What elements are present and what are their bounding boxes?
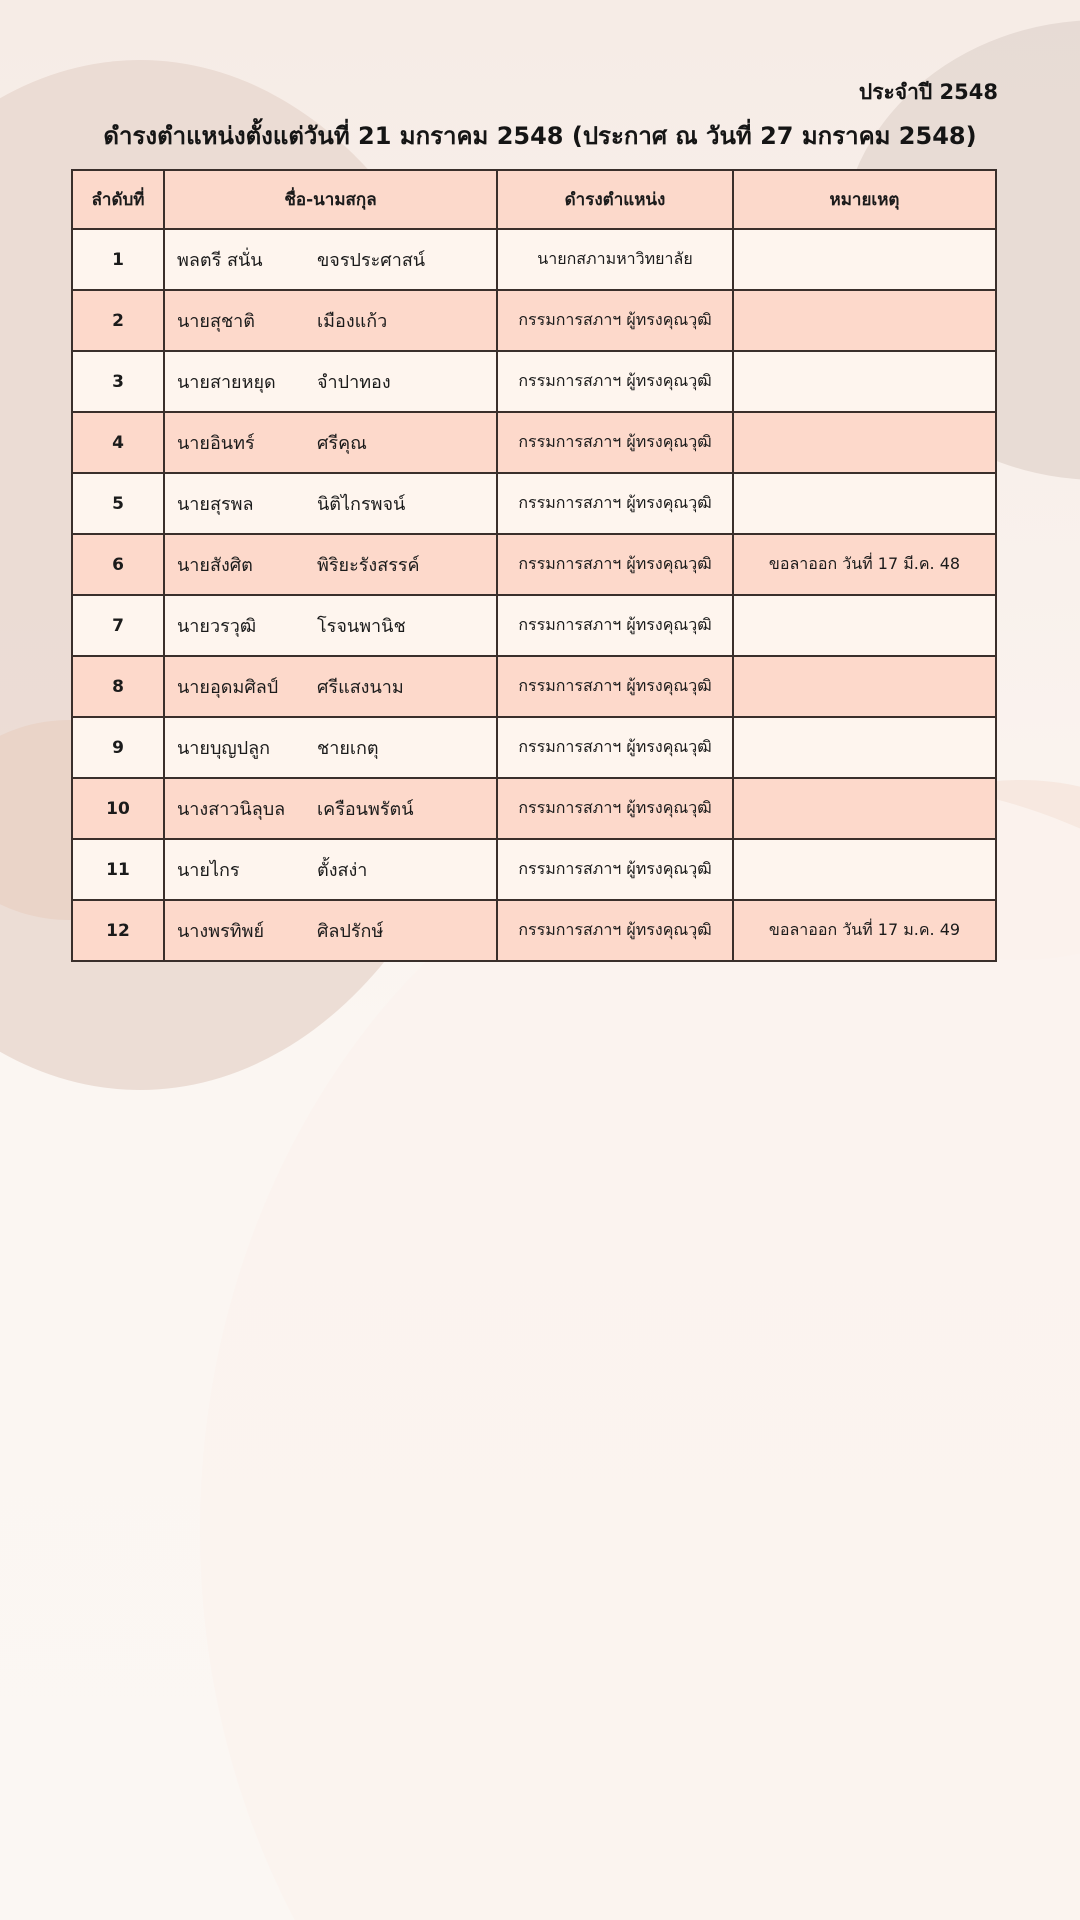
member-note	[733, 778, 996, 839]
member-position: กรรมการสภาฯ ผู้ทรงคุณวุฒิ	[497, 900, 733, 961]
row-number: 8	[72, 656, 164, 717]
member-last-name: ขจรประศาสน์	[317, 250, 426, 271]
member-position: กรรมการสภาฯ ผู้ทรงคุณวุฒิ	[497, 839, 733, 900]
row-number: 10	[72, 778, 164, 839]
member-note	[733, 290, 996, 351]
member-note	[733, 229, 996, 290]
column-header-note: หมายเหตุ	[733, 170, 996, 229]
row-number: 1	[72, 229, 164, 290]
member-name-cell	[164, 839, 497, 900]
row-number: 12	[72, 900, 164, 961]
column-header-name: ชื่อ-นามสกุล	[164, 170, 497, 229]
member-last-name: จำปาทอง	[317, 372, 391, 393]
member-name-cell	[164, 290, 497, 351]
member-first-name: นายอินทร์	[177, 433, 255, 454]
member-name-cell	[164, 717, 497, 778]
row-number: 2	[72, 290, 164, 351]
member-position: กรรมการสภาฯ ผู้ทรงคุณวุฒิ	[497, 290, 733, 351]
row-number: 5	[72, 473, 164, 534]
board-members-table	[71, 169, 997, 962]
member-first-name: พลตรี สนั่น	[177, 250, 263, 271]
member-last-name: ศรีแสงนาม	[317, 677, 404, 698]
member-last-name: นิติไกรพจน์	[317, 494, 406, 515]
table-row	[72, 717, 996, 778]
member-note	[733, 351, 996, 412]
member-last-name: ศิลปรักษ์	[317, 921, 384, 942]
table-row	[72, 290, 996, 351]
table-row	[72, 839, 996, 900]
member-note	[733, 656, 996, 717]
member-first-name: นายอุดมศิลป์	[177, 677, 279, 698]
table-header-row	[72, 170, 996, 229]
member-name-cell	[164, 595, 497, 656]
member-name-cell	[164, 656, 497, 717]
table-body	[72, 229, 996, 961]
column-header-number: ลำดับที่	[72, 170, 164, 229]
row-number: 4	[72, 412, 164, 473]
member-position: กรรมการสภาฯ ผู้ทรงคุณวุฒิ	[497, 351, 733, 412]
member-position: กรรมการสภาฯ ผู้ทรงคุณวุฒิ	[497, 595, 733, 656]
member-last-name: ศรีคุณ	[317, 433, 367, 454]
table-row	[72, 595, 996, 656]
table-row	[72, 412, 996, 473]
member-note	[733, 595, 996, 656]
member-last-name: เครือนพรัตน์	[317, 799, 414, 820]
member-position: กรรมการสภาฯ ผู้ทรงคุณวุฒิ	[497, 717, 733, 778]
member-note	[733, 839, 996, 900]
table-row	[72, 351, 996, 412]
member-first-name: นายบุญปลูก	[177, 738, 271, 759]
member-note	[733, 473, 996, 534]
member-first-name: นายไกร	[177, 860, 240, 881]
row-number: 9	[72, 717, 164, 778]
page-title: ดำรงตำแหน่งตั้งแต่วันที่ 21 มกราคม 2548 (ประกาศ ณ วันที่ 27 มกราคม 2548)	[103, 122, 977, 150]
member-position: กรรมการสภาฯ ผู้ทรงคุณวุฒิ	[497, 534, 733, 595]
column-header-position: ดำรงตำแหน่ง	[497, 170, 733, 229]
member-last-name: โรจนพานิช	[317, 616, 406, 637]
year-label: ประจำปี 2548	[858, 80, 998, 104]
member-name-cell	[164, 778, 497, 839]
row-number: 6	[72, 534, 164, 595]
member-position: กรรมการสภาฯ ผู้ทรงคุณวุฒิ	[497, 656, 733, 717]
table-row	[72, 229, 996, 290]
member-first-name: นายสุชาติ	[177, 311, 255, 332]
member-last-name: พิริยะรังสรรค์	[317, 555, 420, 576]
member-name-cell	[164, 900, 497, 961]
table-row	[72, 656, 996, 717]
member-note: ขอลาออก วันที่ 17 มี.ค. 48	[733, 534, 996, 595]
member-position: นายกสภามหาวิทยาลัย	[497, 229, 733, 290]
member-position: กรรมการสภาฯ ผู้ทรงคุณวุฒิ	[497, 412, 733, 473]
member-position: กรรมการสภาฯ ผู้ทรงคุณวุฒิ	[497, 778, 733, 839]
member-name-cell	[164, 534, 497, 595]
member-name-cell	[164, 229, 497, 290]
row-number: 3	[72, 351, 164, 412]
member-last-name: ชายเกตุ	[317, 738, 379, 759]
member-name-cell	[164, 473, 497, 534]
member-note	[733, 717, 996, 778]
row-number: 11	[72, 839, 164, 900]
member-first-name: นายสังศิต	[177, 555, 253, 576]
member-first-name: นายสายหยุด	[177, 372, 276, 393]
member-name-cell	[164, 412, 497, 473]
member-last-name: ตั้งสง่า	[317, 860, 368, 881]
board-members-table-container	[71, 169, 995, 962]
member-note: ขอลาออก วันที่ 17 ม.ค. 49	[733, 900, 996, 961]
member-note	[733, 412, 996, 473]
member-last-name: เมืองแก้ว	[317, 311, 388, 332]
member-first-name: นายวรวุฒิ	[177, 616, 257, 637]
member-first-name: นางพรทิพย์	[177, 921, 265, 942]
table-row	[72, 534, 996, 595]
member-position: กรรมการสภาฯ ผู้ทรงคุณวุฒิ	[497, 473, 733, 534]
table-row	[72, 473, 996, 534]
member-first-name: นางสาวนิลุบล	[177, 799, 286, 820]
table-row	[72, 778, 996, 839]
row-number: 7	[72, 595, 164, 656]
member-name-cell	[164, 351, 497, 412]
member-first-name: นายสุรพล	[177, 494, 254, 515]
table-row	[72, 900, 996, 961]
